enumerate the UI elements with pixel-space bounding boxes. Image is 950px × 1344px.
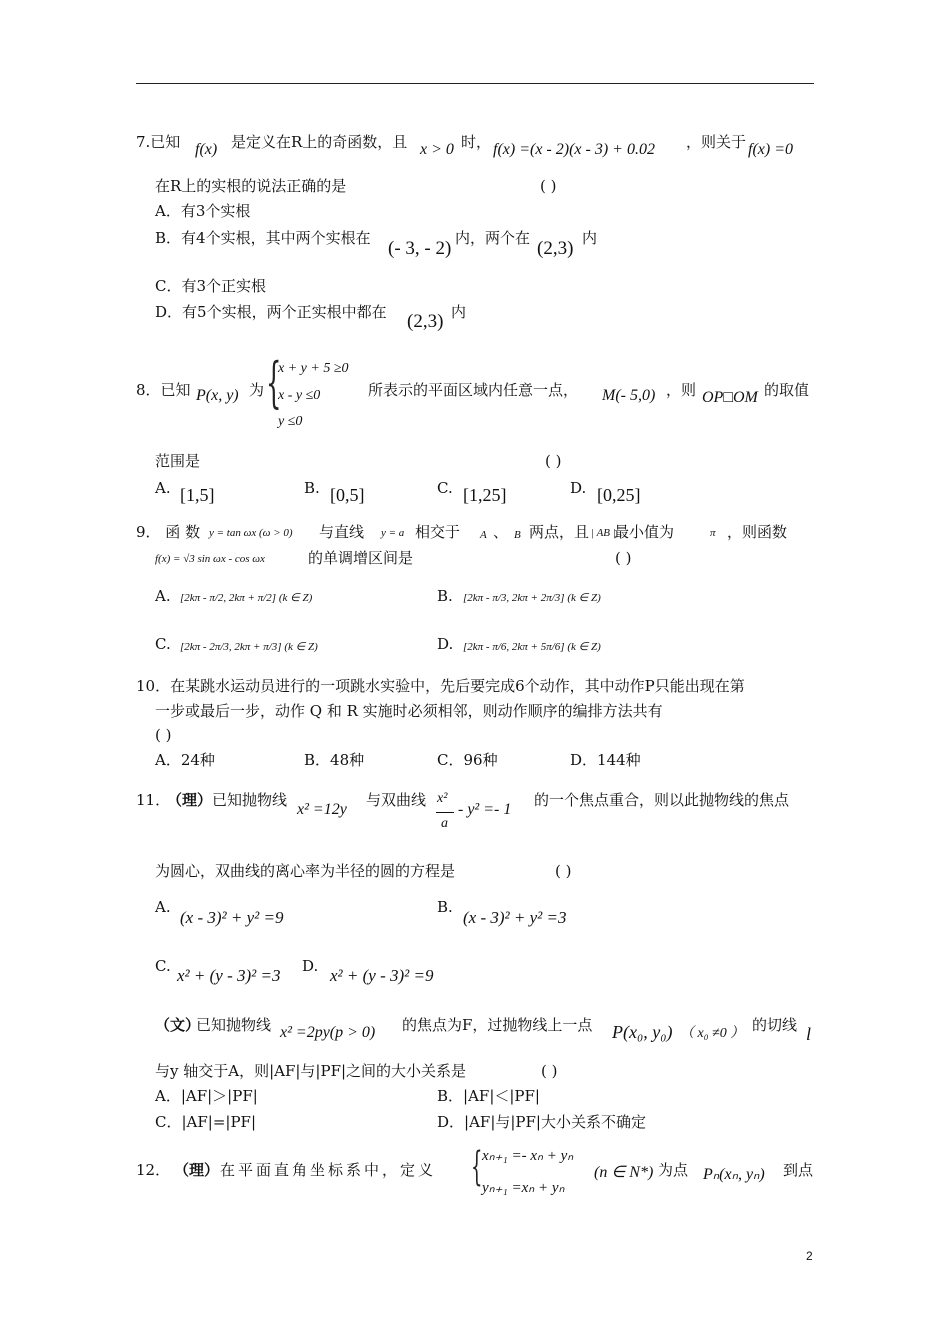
q9-text5: ，则函数	[727, 523, 788, 541]
q8-option-c-label: C.	[437, 479, 453, 497]
q11-option-c-label: C.	[155, 957, 171, 975]
q9-intro: 9． 函 数	[136, 523, 201, 541]
q12-system-row2: yₙ₊₁ =xₙ + yₙ	[482, 1180, 565, 1196]
q11-hyp-fracline	[436, 812, 454, 813]
q10-option-a: A．24种	[155, 751, 215, 769]
q12-text2: 为点	[658, 1161, 689, 1179]
q7-paren: ( )	[540, 177, 557, 195]
q11-paren: ( )	[555, 862, 572, 880]
q8-wei: 为	[249, 381, 265, 399]
q7-option-d-text: D．有5个实根，两个正实根中都在	[155, 303, 387, 321]
q8-line2: 范围是	[155, 452, 201, 470]
q9-option-c-label: C.	[155, 635, 171, 653]
q12-text1: 在平面直角坐标系中，定义	[220, 1161, 437, 1179]
q8-point: P(x, y)	[196, 387, 239, 404]
q11-parabola: x² =12y	[297, 801, 347, 818]
q11-wen-text1: 已知抛物线	[196, 1016, 272, 1034]
q9-func: y = tan ωx (ω > 0)	[209, 527, 293, 539]
q9-text3: 两点，且	[529, 523, 590, 541]
q11-wen-option-b: B．|AF|＜|PF|	[437, 1087, 540, 1105]
q7-fx: f(x)	[195, 141, 218, 158]
q9-text4: 最小值为	[614, 523, 675, 541]
q7-intro: 7.已知	[136, 133, 181, 151]
q10-line2: 一步或最后一步，动作 Q 和 R 实施时必须相邻，则动作顺序的编排方法共有	[155, 702, 663, 720]
q12-num: 12．	[136, 1161, 171, 1179]
q11-tag-li: （理）	[167, 791, 213, 809]
q12-cond: (n ∈ N*)	[594, 1164, 654, 1181]
q8-option-a-label: A.	[155, 479, 171, 497]
q7-option-b-post: 内	[582, 229, 598, 247]
q8-system-brace: {	[266, 351, 282, 414]
q8-post: 的取值	[764, 381, 810, 399]
q11-wen-option-a: A．|AF|＞|PF|	[155, 1087, 258, 1105]
q11-wen-option-c: C．|AF|=|PF|	[155, 1113, 257, 1131]
q8-option-b: [0,5]	[330, 485, 365, 505]
q11-option-a: (x - 3)² + y² =9	[180, 908, 284, 927]
q8-paren: ( )	[545, 452, 562, 470]
q11-option-d-label: D.	[302, 957, 319, 975]
page-number: 2	[806, 1249, 813, 1263]
q9-text6: 的单调增区间是	[308, 549, 414, 567]
q9-option-d: [2kπ - π/6, 2kπ + 5π/6] (k ∈ Z)	[463, 641, 601, 653]
q8-option-a: [1,5]	[180, 485, 215, 505]
q7-text1: 是定义在R上的奇函数，且	[231, 133, 408, 151]
q11-wen-tag: （文）	[155, 1016, 201, 1034]
q11-wen-line2: 与y 轴交于A，则|AF|与|PF|之间的大小关系是	[155, 1062, 467, 1080]
q11-text3: 的一个焦点重合，则以此抛物线的焦点	[534, 791, 790, 809]
q7-cond: x > 0	[420, 141, 454, 158]
q7-option-b-text: B．有4个实根，其中两个实根在	[155, 229, 371, 247]
q7-formula: f(x) =(x - 2)(x - 3) + 0.02	[493, 141, 655, 158]
q11-option-b-label: B.	[437, 898, 453, 916]
q8-system-row3: y ≤0	[278, 414, 303, 429]
q7-option-d-post: 内	[451, 303, 467, 321]
q8-system-row2: x - y ≤0	[278, 388, 321, 403]
q12-point: Pₙ(xₙ, yₙ)	[703, 1166, 765, 1183]
q11-option-b: (x - 3)² + y² =3	[463, 908, 567, 927]
q10-option-d: D．144种	[570, 751, 641, 769]
q9-option-d-label: D.	[437, 635, 454, 653]
q11-wen-text3: 的切线	[752, 1016, 798, 1034]
q9-option-b-label: B.	[437, 587, 453, 605]
q8-ze: ，则	[666, 381, 697, 399]
q9-paren: ( )	[615, 549, 632, 567]
q11-wen-option-d: D．|AF|与|PF|大小关系不确定	[437, 1113, 646, 1131]
q11-wen-paren: ( )	[541, 1062, 558, 1080]
q8-system-row1: x + y + 5 ≥0	[278, 361, 349, 376]
q12-system-brace: {	[471, 1144, 483, 1190]
q7-option-b-mid: 内，两个在	[455, 229, 531, 247]
q9-text2: 相交于	[415, 523, 461, 541]
q8-option-d-label: D.	[570, 479, 587, 497]
q7-option-d-int: (2,3)	[407, 311, 444, 332]
q7-option-b-int1: (- 3, - 2)	[388, 238, 452, 259]
q10-option-b: B．48种	[304, 751, 365, 769]
q9-text1: 与直线	[319, 523, 365, 541]
q11-hyp-rest: - y² =- 1	[458, 801, 512, 818]
q8-option-d: [0,25]	[597, 485, 641, 505]
q9-option-b: [2kπ - π/3, 2kπ + 2π/3] (k ∈ Z)	[463, 592, 601, 604]
q7-option-b-int2: (2,3)	[537, 238, 574, 259]
q9-B: B	[514, 529, 521, 541]
q9-A: A	[480, 529, 487, 541]
q11-line2: 为圆心，双曲线的离心率为半径的圆的方程是	[155, 862, 456, 880]
q8-option-b-label: B.	[304, 479, 320, 497]
q9-pi: π	[710, 527, 716, 539]
q9-option-a: [2kπ - π/2, 2kπ + π/2] (k ∈ Z)	[180, 592, 313, 604]
q7-line2: 在R上的实根的说法正确的是	[155, 177, 347, 195]
q11-text2: 与双曲线	[366, 791, 427, 809]
q9-func2: f(x) = √3 sin ωx - cos ωx	[155, 553, 265, 565]
q7-option-a: A．有3个实根	[155, 202, 251, 220]
q8-option-c: [1,25]	[463, 485, 507, 505]
q11-wen-point: P(x₀, y₀)	[612, 1022, 673, 1042]
q11-text1: 已知抛物线	[212, 791, 288, 809]
q7-text2: 时，	[461, 133, 492, 151]
q11-wen-text2: 的焦点为F，过抛物线上一点	[402, 1016, 593, 1034]
header-rule	[136, 83, 814, 84]
q8-text1: 所表示的平面区域内任意一点，	[368, 381, 579, 399]
q9-option-a-label: A.	[155, 587, 171, 605]
q10-option-c: C．96种	[437, 751, 498, 769]
q8-dot-product: OP□OM	[702, 389, 758, 406]
q12-text3: 到点	[783, 1161, 814, 1179]
q10-line3: ( )	[155, 726, 172, 744]
q8-intro: 8．已知	[136, 381, 191, 399]
q7-text3: ，则关于	[686, 133, 747, 151]
q9-sep: 、	[493, 523, 509, 541]
q11-num: 11．	[136, 791, 171, 809]
q11-hyp-num: x²	[437, 791, 448, 806]
q8-M: M(- 5,0)	[602, 387, 656, 404]
q11-hyp-den: a	[441, 816, 448, 831]
q11-option-a-label: A.	[155, 898, 171, 916]
q11-wen-parabola: x² =2py(p > 0)	[280, 1024, 376, 1041]
q11-wen-l: l	[806, 1024, 812, 1044]
q11-option-d: x² + (y - 3)² =9	[330, 966, 434, 985]
q11-option-c: x² + (y - 3)² =3	[177, 966, 281, 985]
q12-system-row1: xₙ₊₁ =- xₙ + yₙ	[482, 1148, 574, 1164]
q10-line1: 10．在某跳水运动员进行的一项跳水实验中，先后要完成6个动作，其中动作P只能出现在第	[136, 677, 745, 695]
q7-option-c: C．有3个正实根	[155, 277, 267, 295]
q12-tag: （理）	[174, 1161, 220, 1179]
q9-option-c: [2kπ - 2π/3, 2kπ + π/3] (k ∈ Z)	[180, 641, 318, 653]
q9-line: y = a	[381, 527, 405, 539]
q7-eq: f(x) =0	[748, 141, 793, 158]
q11-wen-cond: （ x₀ ≠0 ）	[680, 1026, 745, 1041]
q9-AB: | AB |	[591, 527, 616, 539]
